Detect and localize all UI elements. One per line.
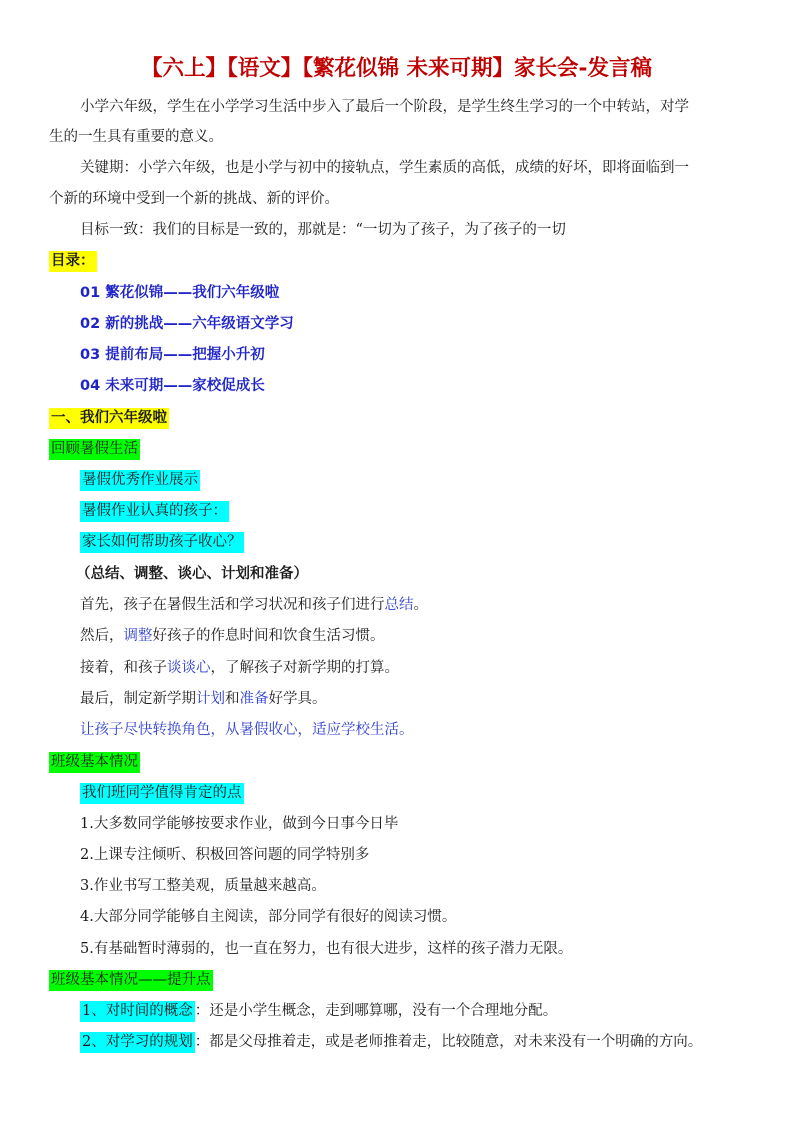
class-strengths-line bbox=[80, 782, 244, 804]
intro-paragraph-1-line-1: 小学六年级，学生在小学学习生活中步入了最后一个阶段，是学生终生学习的一个中转站，对学 bbox=[80, 99, 689, 115]
intro-paragraph-2-line-2: 个新的环境中受到一个新的挑战、新的评价。 bbox=[49, 191, 339, 207]
step-first bbox=[80, 594, 428, 616]
improve-heading-line bbox=[49, 969, 213, 991]
toc-item-3: 03 提前布局——把握小升初 bbox=[80, 347, 265, 363]
toc-item-2: 02 新的挑战——六年级语文学习 bbox=[80, 316, 294, 332]
intro-paragraph-2-line-1: 关键期：小学六年级，也是小学与初中的接轨点，学生素质的高低，成绩的好坏，即将面临到一 bbox=[80, 160, 689, 176]
section1-heading: 一、我们六年级啦 bbox=[49, 408, 169, 429]
toc-heading: 目录： bbox=[49, 251, 97, 272]
section1-sub1-line bbox=[49, 438, 140, 460]
keyword-talk: 谈谈心 bbox=[167, 660, 211, 676]
class-strengths-heading: 我们班同学值得肯定的点 bbox=[80, 783, 244, 804]
keyword-prepare: 准备 bbox=[239, 691, 269, 707]
strength-point-3: 3.作业书写工整美观，质量越来越高。 bbox=[80, 878, 326, 894]
keyword-plan: 计划 bbox=[196, 691, 225, 707]
review-summer-heading: 回顾暑假生活 bbox=[49, 439, 140, 460]
improve-point-1-text: ：还是小学生概念，走到哪算哪，没有一个合理地分配。 bbox=[194, 1003, 558, 1019]
keyword-adjust: 调整 bbox=[123, 628, 153, 644]
toc-item-1: 01 繁花似锦——我们六年级啦 bbox=[80, 285, 280, 301]
improve-point-2-text: ：都是父母推着走，或是老师推着走，比较随意，对未来没有一个明确的方向。 bbox=[194, 1034, 703, 1050]
summer-homework-showcase: 暑假优秀作业展示 bbox=[80, 470, 200, 491]
step-then bbox=[80, 625, 385, 647]
step-first-text: 首先，孩子在暑假生活和学习状况和孩子们进行 bbox=[80, 597, 385, 613]
strength-point-4: 4.大部分同学能够自主阅读，部分同学有很好的阅读习惯。 bbox=[80, 909, 457, 925]
parents-help-question: 家长如何帮助孩子收心？ bbox=[80, 532, 244, 553]
improve-heading: 班级基本情况——提升点 bbox=[49, 970, 213, 991]
cyan-line-3 bbox=[80, 531, 244, 553]
step-then-text: 然后， bbox=[80, 628, 124, 644]
summary-keywords: （总结、调整、谈心、计划和准备） bbox=[76, 566, 308, 582]
cyan-line-1 bbox=[80, 469, 200, 491]
document-title: 【六上】【语文】【繁花似锦 未来可期】家长会-发言稿 bbox=[141, 56, 652, 81]
step-next-end: ，了解孩子对新学期的打算。 bbox=[210, 660, 399, 676]
section1-heading-line bbox=[49, 407, 169, 429]
improve-point-2-label: 2、对学习的规划 bbox=[80, 1032, 195, 1053]
class-info-heading-line bbox=[49, 751, 140, 773]
strength-point-5: 5.有基础暂时薄弱的，也一直在努力，也有很大进步，这样的孩子潜力无限。 bbox=[80, 941, 573, 957]
toc-heading-line bbox=[49, 250, 97, 272]
strength-point-1: 1.大多数同学能够按要求作业，做到今日事今日毕 bbox=[80, 816, 399, 832]
step-next bbox=[80, 657, 399, 679]
step-next-text: 接着，和孩子 bbox=[80, 660, 167, 676]
cyan-line-2 bbox=[80, 500, 229, 522]
transition-advice: 让孩子尽快转换角色，从暑假收心，适应学校生活。 bbox=[80, 722, 414, 738]
toc-item-4: 04 未来可期——家校促成长 bbox=[80, 378, 265, 394]
class-info-heading: 班级基本情况 bbox=[49, 752, 140, 773]
keyword-summary: 总结 bbox=[384, 597, 414, 613]
improve-point-2 bbox=[80, 1031, 702, 1053]
step-last-end: 好学具。 bbox=[268, 691, 327, 707]
step-first-end: 。 bbox=[413, 597, 428, 613]
intro-paragraph-3: 目标一致：我们的目标是一致的，那就是：“一切为了孩子，为了孩子的一切 bbox=[80, 222, 566, 238]
step-last bbox=[80, 688, 327, 710]
step-last-text: 最后，制定新学期 bbox=[80, 691, 196, 707]
diligent-children-label: 暑假作业认真的孩子： bbox=[80, 501, 229, 522]
step-last-and: 和 bbox=[225, 691, 240, 707]
strength-point-2: 2.上课专注倾听、积极回答问题的同学特别多 bbox=[80, 847, 370, 863]
improve-point-1 bbox=[80, 1000, 557, 1022]
intro-paragraph-1-line-2: 生的一生具有重要的意义。 bbox=[49, 129, 223, 145]
improve-point-1-label: 1、对时间的概念 bbox=[80, 1001, 195, 1022]
step-then-end: 好孩子的作息时间和饮食生活习惯。 bbox=[152, 628, 385, 644]
